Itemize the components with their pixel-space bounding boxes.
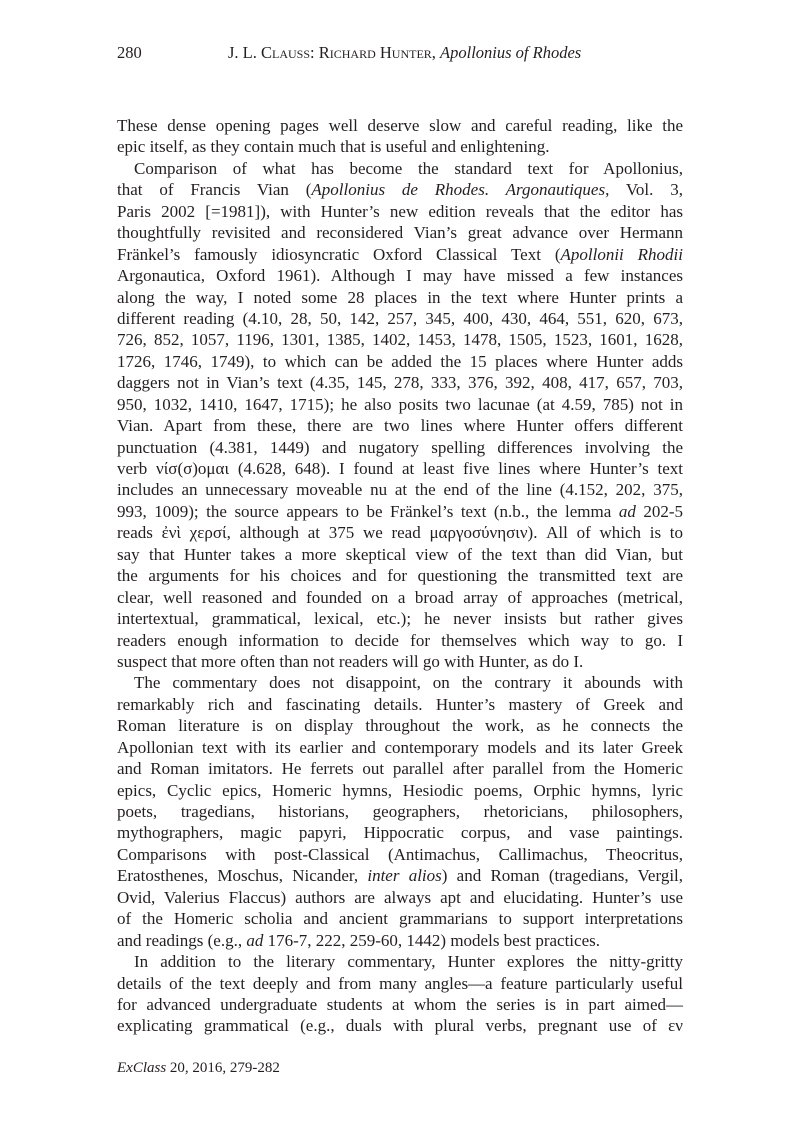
text-segment: intertextual, grammatical, lexical, etc.); he never insists but rather gives xyxy=(117,609,683,629)
text-line xyxy=(117,265,683,286)
text-line xyxy=(117,780,683,801)
text-line xyxy=(117,158,683,179)
text-segment: readers enough information to decide for themselves which way to go. I xyxy=(117,630,683,650)
text-line xyxy=(117,201,683,222)
text-line xyxy=(117,994,683,1015)
text-segment: that of Francis Vian ( xyxy=(117,180,312,200)
text-segment: Fränkel’s famously idiosyncratic Oxford Classical Text ( xyxy=(117,244,561,264)
book-title: Apollonius of Rhodes xyxy=(440,43,582,62)
text-line xyxy=(117,930,683,951)
text-segment: ) and Roman (tragedians, Vergil, xyxy=(441,866,684,886)
text-line xyxy=(117,973,683,994)
text-line xyxy=(117,951,683,972)
text-line xyxy=(117,758,683,779)
text-line xyxy=(117,587,683,608)
journal-name: ExClass xyxy=(117,1060,167,1076)
text-line xyxy=(117,608,683,629)
text-segment: thoughtfully revisited and reconsidered Vian’s great advance over Hermann xyxy=(117,223,683,243)
text-segment: the arguments for his choices and for questioning the transmitted text are xyxy=(117,566,683,586)
text-segment: explicating grammatical (e.g., duals with plural verbs, pregnant use of εν xyxy=(117,1016,683,1036)
text-line xyxy=(117,437,683,458)
text-segment: details of the text deeply and from many angles—a feature particularly useful xyxy=(117,973,683,993)
text-segment: verb νίσ(σ)ομαι (4.628, 648). I found at least five lines where Hunter’s text xyxy=(117,459,683,478)
text-line xyxy=(117,694,683,715)
text-segment: , Vol. 3, xyxy=(605,180,683,200)
review-body-text xyxy=(117,115,683,1037)
text-segment: say that Hunter takes a more skeptical view of the text than did Vian, but xyxy=(117,544,683,564)
text-line xyxy=(117,372,683,393)
text-line xyxy=(117,865,683,886)
text-segment: Comparisons with post-Classical (Antimachus, Callimachus, Theocritus, xyxy=(117,844,683,864)
text-segment: clear, well reasoned and founded on a broad array of approaches (metrical, xyxy=(117,587,683,607)
comma: , xyxy=(431,43,441,62)
text-segment: and Roman imitators. He ferrets out parallel after parallel from the Homeric xyxy=(117,759,683,779)
text-line xyxy=(117,544,683,565)
text-line xyxy=(117,458,683,479)
text-segment: The commentary does not disappoint, on the contrary it abounds with xyxy=(134,673,683,693)
text-segment: poets, tragedians, historians, geographers, rhetoricians, philosophers, xyxy=(117,802,683,821)
italic-text: Apollonii Rhodii xyxy=(560,244,684,264)
text-segment: epics, Cyclic epics, Homeric hymns, Hesiodic poems, Orphic hymns, lyric xyxy=(117,780,683,800)
journal-citation: 20, 2016, 279-282 xyxy=(166,1060,280,1076)
text-segment: 726, 852, 1057, 1196, 1301, 1385, 1402, 1453, 1478, 1505, 1523, 1601, 1628, xyxy=(117,330,683,350)
text-segment: epic itself, as they contain much that is useful and enlightening. xyxy=(117,137,550,157)
text-line xyxy=(117,844,683,865)
text-line xyxy=(117,287,683,308)
text-segment: includes an unnecessary moveable nu at the end of the line (4.152, 202, 375, xyxy=(117,480,683,500)
text-segment: reads ἐνὶ χερσί, although at 375 we read μαργοσύνησιν). All of which is to xyxy=(117,523,683,543)
text-line xyxy=(117,244,683,265)
text-line xyxy=(117,672,683,693)
text-segment: different reading (4.10, 28, 50, 142, 257, 345, 400, 430, 464, 551, 620, 673, xyxy=(117,308,683,328)
text-segment: Paris 2002 [=1981]), with Hunter’s new edition reveals that the editor has xyxy=(117,201,683,221)
page-footer xyxy=(117,1060,280,1077)
text-line xyxy=(117,308,683,329)
text-line xyxy=(117,329,683,350)
text-segment: Ovid, Valerius Flaccus) authors are always apt and elucidating. Hunter’s use xyxy=(117,887,683,907)
text-segment: along the way, I noted some 28 places in the text where Hunter prints a xyxy=(117,287,683,307)
text-line xyxy=(117,887,683,908)
text-line xyxy=(117,115,683,136)
reviewed-author: Richard Hunter xyxy=(318,43,432,62)
text-line xyxy=(117,822,683,843)
italic-text: Apollonius de Rhodes. Argonautiques xyxy=(311,180,606,200)
text-segment: 950, 1032, 1410, 1647, 1715); he also posits two lacunae (at 4.59, 785) not in xyxy=(117,394,683,414)
text-segment: 176-7, 222, 259-60, 1442) models best practices. xyxy=(263,930,600,950)
text-segment: These dense opening pages well deserve slow and careful reading, like the xyxy=(117,116,683,135)
text-segment: 1726, 1746, 1749), to which can be added the 15 places where Hunter adds xyxy=(117,351,683,371)
text-line xyxy=(117,179,683,200)
italic-text: inter alios xyxy=(367,866,442,886)
text-segment: 993, 1009); the source appears to be Fränkel’s text (n.b., the lemma xyxy=(117,501,619,521)
text-line xyxy=(117,565,683,586)
running-title xyxy=(228,43,581,63)
text-line xyxy=(117,394,683,415)
text-segment: In addition to the literary commentary, Hunter explores the nitty-gritty xyxy=(134,952,683,972)
separator: : xyxy=(310,43,319,62)
text-segment: for advanced undergraduate students at whom the series is in part aimed— xyxy=(117,994,683,1014)
text-line xyxy=(117,522,683,543)
text-line xyxy=(117,479,683,500)
italic-text: ad xyxy=(246,930,264,950)
text-line xyxy=(117,715,683,736)
text-segment: Eratosthenes, Moschus, Nicander, xyxy=(117,866,368,886)
page-number: 280 xyxy=(117,43,142,62)
text-line xyxy=(117,351,683,372)
text-segment: Vian. Apart from these, there are two lines where Hunter offers different xyxy=(117,416,683,436)
author-name: J. L. Clauss xyxy=(228,43,311,62)
text-segment: Apollonian text with its earlier and contemporary models and its later Greek xyxy=(117,737,683,757)
text-segment: Argonautica, Oxford 1961). Although I may have missed a few instances xyxy=(117,266,683,286)
text-segment: Comparison of what has become the standard text for Apollonius, xyxy=(134,158,683,178)
italic-text: ad xyxy=(618,501,636,521)
text-line xyxy=(117,1015,683,1036)
text-segment: suspect that more often than not readers will go with Hunter, as do I. xyxy=(117,651,584,671)
text-line xyxy=(117,908,683,929)
text-line xyxy=(117,222,683,243)
text-segment: of the Homeric scholia and ancient grammarians to support interpretations xyxy=(117,909,683,929)
text-segment: Roman literature is on display throughout the work, as he connects the xyxy=(117,716,683,736)
text-line xyxy=(117,630,683,651)
text-line xyxy=(117,415,683,436)
text-segment: daggers not in Vian’s text (4.35, 145, 278, 333, 376, 392, 408, 417, 657, 703, xyxy=(117,373,683,393)
text-line xyxy=(117,651,683,672)
text-line xyxy=(117,501,683,522)
text-segment: mythographers, magic papyri, Hippocratic corpus, and vase paintings. xyxy=(117,823,683,843)
text-line xyxy=(117,737,683,758)
text-segment: remarkably rich and fascinating details. Hunter’s mastery of Greek and xyxy=(117,694,683,714)
text-line xyxy=(117,801,683,822)
text-segment: punctuation (4.381, 1449) and nugatory spelling differences involving the xyxy=(117,437,683,457)
text-segment: and readings (e.g., xyxy=(117,930,247,950)
text-line xyxy=(117,136,683,157)
text-segment: 202-5 xyxy=(635,501,683,521)
